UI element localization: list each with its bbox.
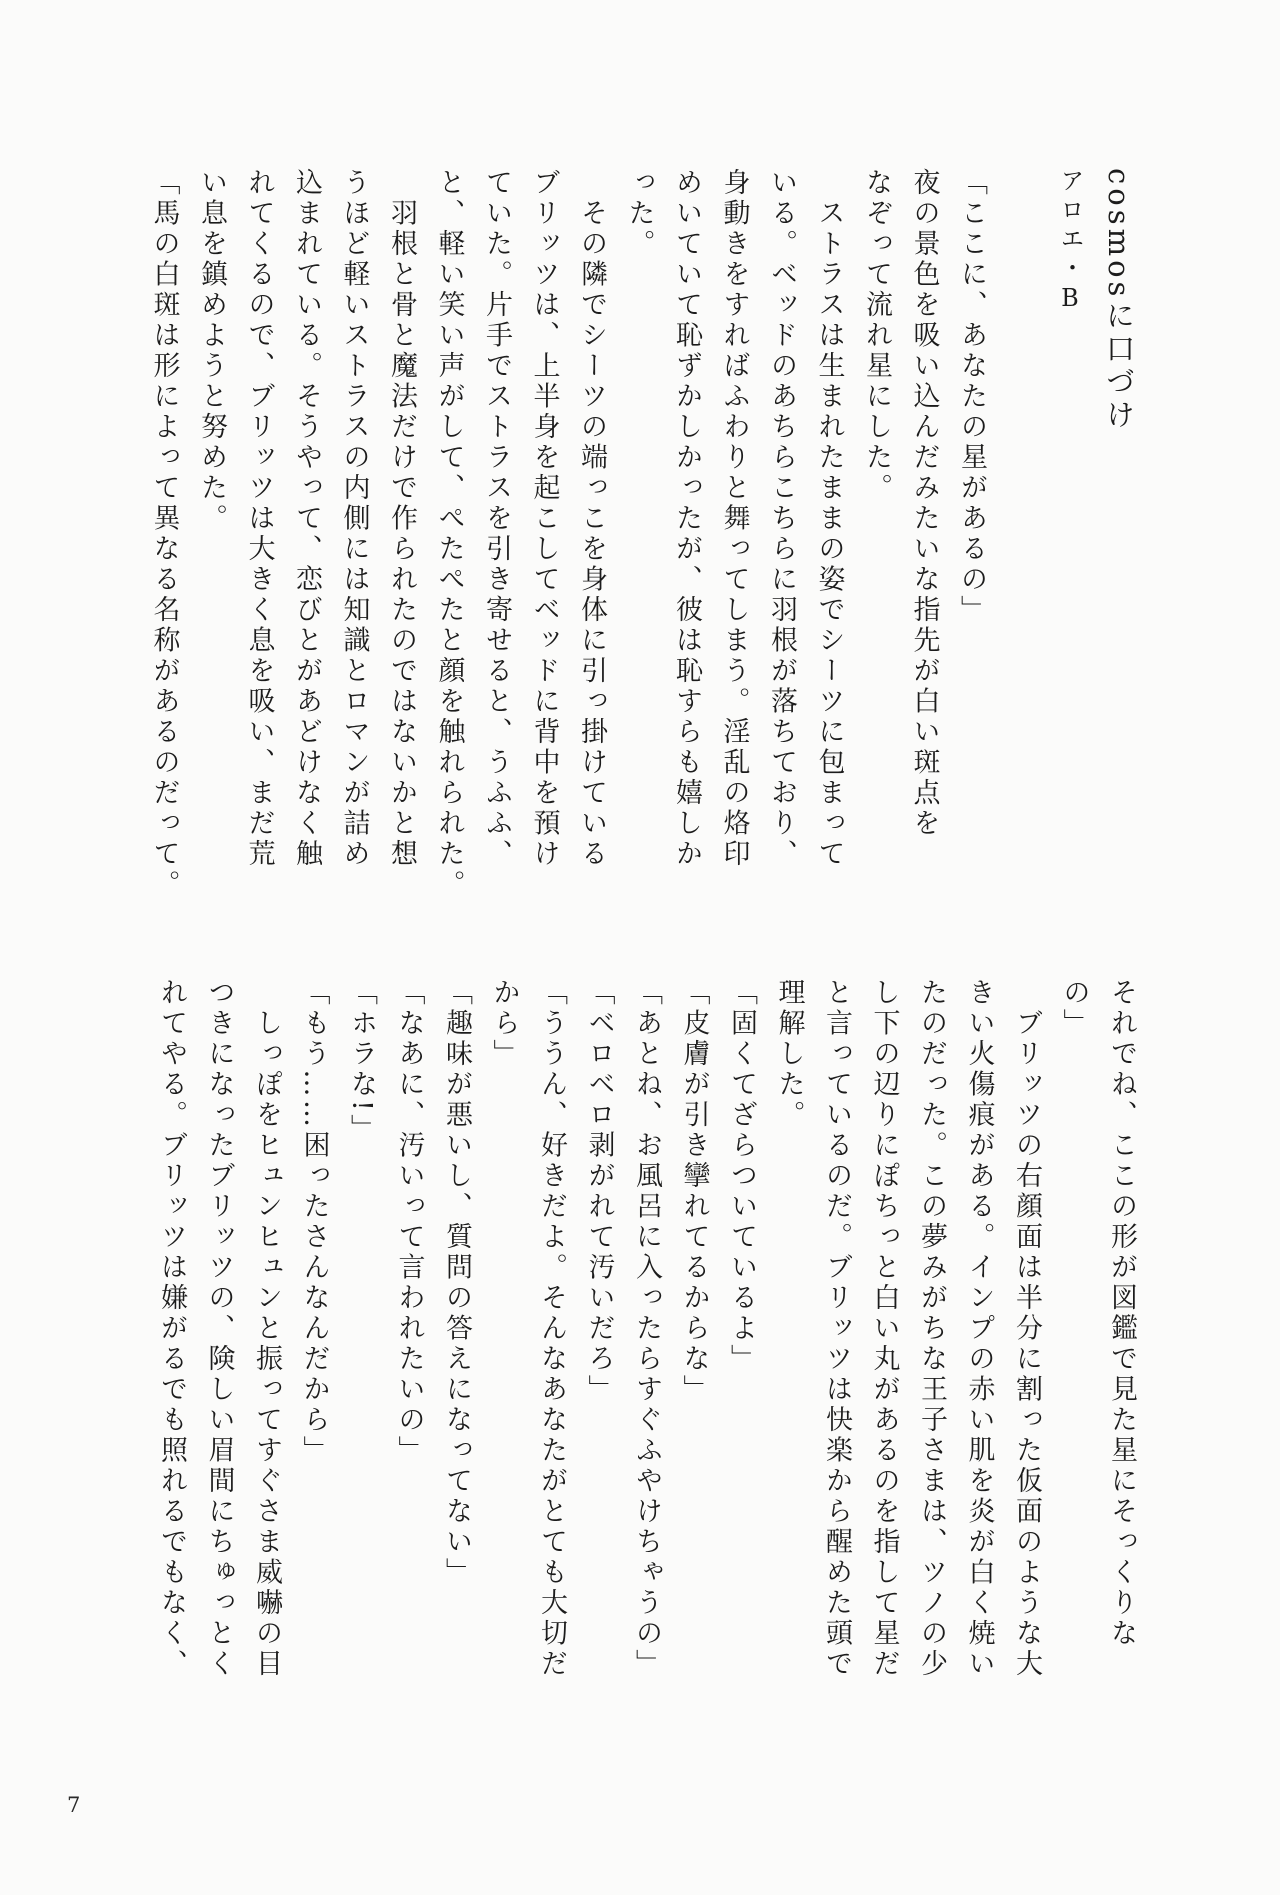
text-line: から」 bbox=[488, 978, 520, 1070]
text-line: 夜の景色を吸い込んだみたいな指先が白い斑点を bbox=[908, 168, 940, 839]
story-title: cosmosに口づけ bbox=[1102, 168, 1136, 433]
text-line: うほど軽いストラスの内側には知識とロマンが詰め bbox=[338, 168, 370, 870]
text-line: 「固くてざらついているよ」 bbox=[726, 978, 757, 1375]
text-line: 「皮膚が引き攣れてるからな」 bbox=[678, 978, 710, 1405]
text-line: しっぽをヒュンヒュンと振ってすぐさま威嚇の目 bbox=[251, 978, 282, 1680]
text-line: つきになったブリッツの、険しい眉間にちゅっとく bbox=[203, 978, 235, 1680]
text-line: 羽根と骨と魔法だけで作られたのではないかと想 bbox=[386, 168, 417, 870]
text-line: 「ホラな!」 bbox=[346, 978, 377, 1145]
text-line: 「ここに、あなたの星があるの」 bbox=[956, 168, 987, 626]
text-line: 「もう……困ったさんなんだから」 bbox=[298, 978, 330, 1466]
text-line: し下の辺りにぽちっと白い丸があるのを指して星だ bbox=[868, 978, 900, 1680]
page-number: 7 bbox=[67, 1793, 82, 1817]
text-line: れてやる。ブリッツは嫌がるでも照れるでもなく、 bbox=[156, 978, 187, 1680]
text-line: それでね、ここの形が図鑑で見た星にそっくりな bbox=[1106, 978, 1137, 1649]
text-line: ブリッツは、上半身を起こしてベッドに背中を預け bbox=[528, 168, 560, 870]
bottom-text-block bbox=[148, 978, 1146, 1726]
text-line: めいていて恥ずかしかったが、彼は恥すらも嬉しか bbox=[671, 168, 702, 870]
text-line: 込まれている。そうやって、恋びとがあどけなく触 bbox=[291, 168, 322, 870]
text-line: ブリッツの右顔面は半分に割った仮面のような大 bbox=[1011, 978, 1042, 1680]
text-line: の」 bbox=[1058, 978, 1090, 1039]
text-line: 「趣味が悪いし、質問の答えになってない」 bbox=[441, 978, 472, 1588]
text-line: 「ベロベロ剥がれて汚いだろ」 bbox=[583, 978, 615, 1405]
text-line: いる。ベッドのあちらこちらに羽根が落ちており、 bbox=[766, 168, 797, 870]
text-line: い息を鎮めようと努めた。 bbox=[196, 168, 227, 534]
text-line: たのだった。この夢みがちな王子さまは、ツノの少 bbox=[916, 978, 947, 1680]
text-line: ていた。片手でストラスを引き寄せると、うふふ、 bbox=[481, 168, 512, 870]
text-line: と、軽い笑い声がして、ぺたぺたと顔を触れられた。 bbox=[433, 168, 465, 900]
text-line: と言っているのだ。ブリッツは快楽から醒めた頭で bbox=[821, 978, 852, 1680]
text-line: 「馬の白斑は形によって異なる名称があるのだって。 bbox=[148, 168, 180, 900]
text-line: その隣でシーツの端っこを身体に引っ掛けている bbox=[576, 168, 607, 870]
text-line: った。 bbox=[623, 168, 655, 260]
top-text-block bbox=[140, 168, 1145, 916]
text-line: れてくるので、ブリッツは大きく息を吸い、まだ荒 bbox=[243, 168, 275, 870]
text-line: 身動きをすればふわりと舞ってしまう。淫乱の烙印 bbox=[718, 168, 750, 870]
text-line: 理解した。 bbox=[773, 978, 805, 1131]
text-line: 「あとね、お風呂に入ったらすぐふやけちゃうの」 bbox=[631, 978, 662, 1680]
text-line: なぞって流れ星にした。 bbox=[861, 168, 892, 504]
author-name: アロエ・B bbox=[1056, 168, 1084, 317]
text-line: 「ううん、好きだよ。そんなあなたがとても大切だ bbox=[536, 978, 567, 1680]
text-line: きい火傷痕がある。インプの赤い肌を炎が白く焼い bbox=[963, 978, 995, 1680]
text-line: 「なあに、汚いって言われたいの」 bbox=[393, 978, 425, 1466]
text-line: ストラスは生まれたままの姿でシーツに包まって bbox=[813, 168, 845, 870]
